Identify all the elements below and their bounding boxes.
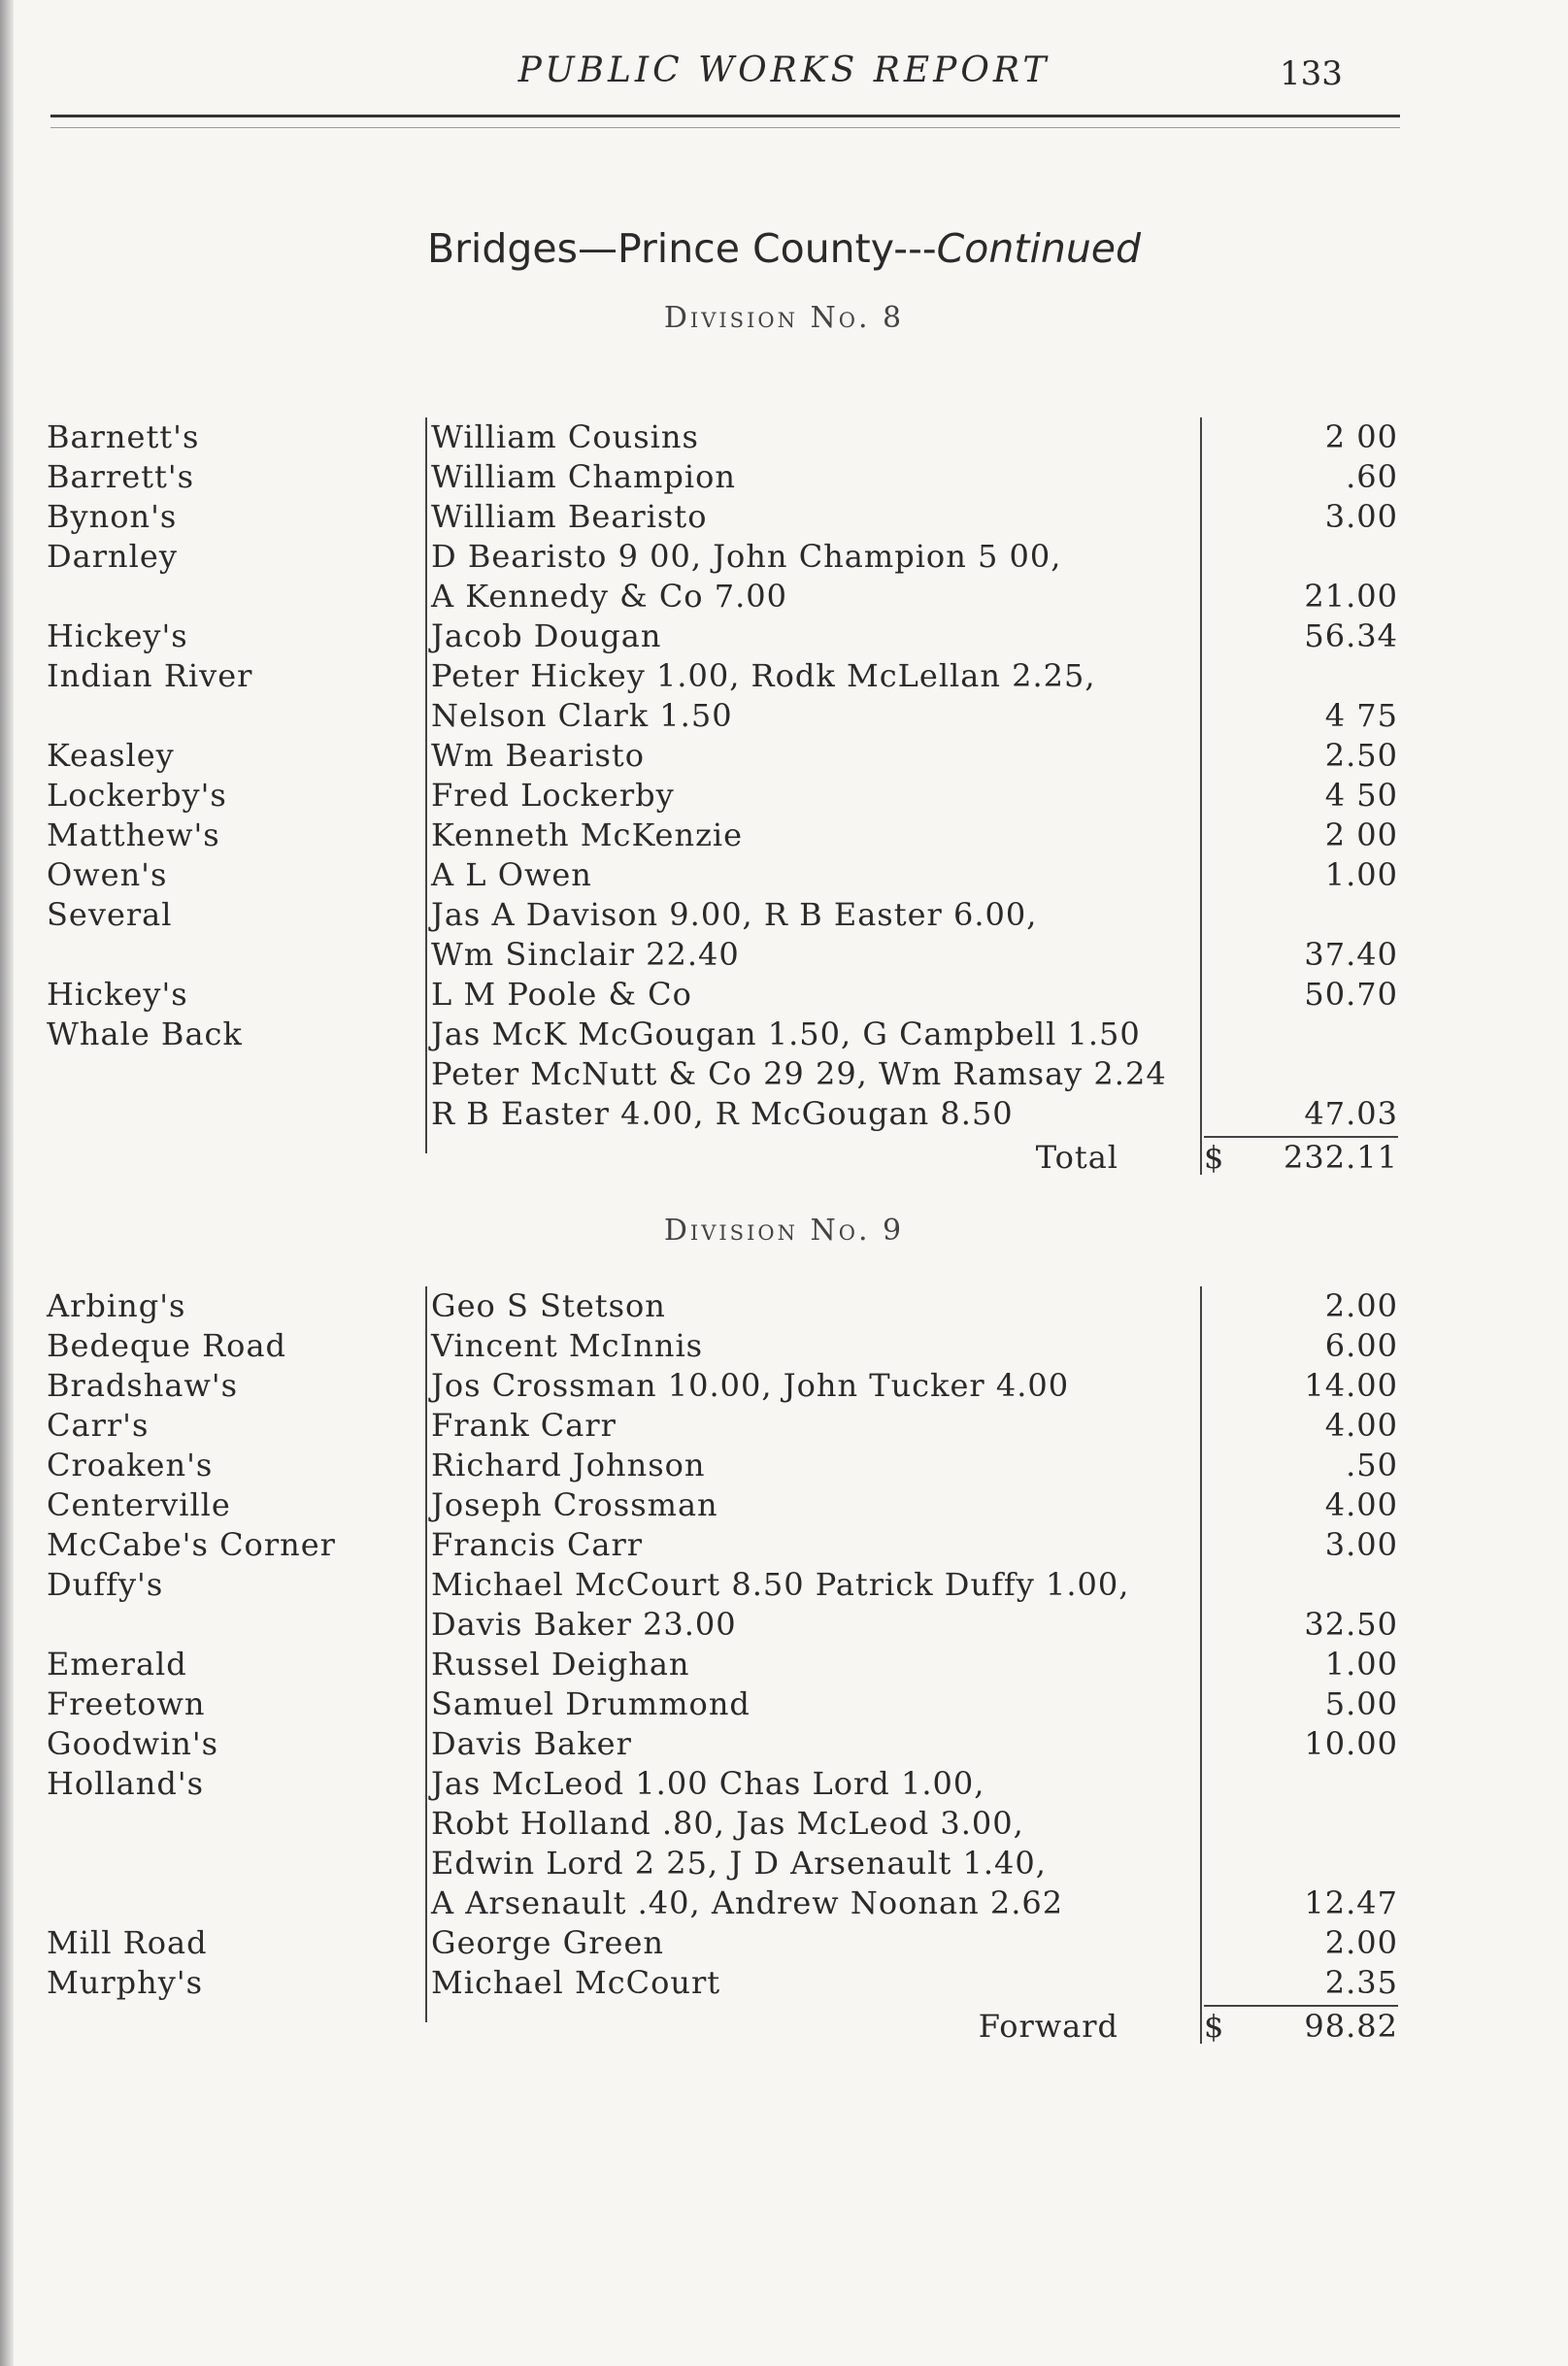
payee: Davis Baker [431,1725,632,1762]
bridge-name: Croaken's [47,1447,214,1483]
amount: .50 [1346,1447,1398,1483]
table-row [0,1804,1568,1844]
table-row [0,1565,1568,1605]
table-row [0,656,1568,696]
table-row [0,1883,1568,1923]
payee: Geo S Stetson [431,1287,666,1324]
bridge-name: Darnley [47,538,178,575]
bridge-name: Arbing's [47,1287,186,1324]
bridge-name: Mill Road [47,1924,208,1961]
column-rule-left [425,1286,427,2022]
payee: Robt Holland .80, Jas McLeod 3.00, [431,1805,1024,1842]
bridge-name: Several [47,896,173,933]
division-9-heading: Division No. 9 [663,1214,905,1248]
amount: 5.00 [1324,1685,1398,1722]
table-row [0,1963,1568,2003]
amount: 4.00 [1324,1486,1398,1523]
payee: Richard Johnson [431,1447,706,1483]
table-row [0,1094,1568,1134]
table-row [0,895,1568,935]
amount: 47.03 [1304,1095,1398,1132]
table-row [0,1406,1568,1446]
payee: Russel Deighan [431,1646,690,1683]
table-row [0,935,1568,975]
payee: A Arsenault .40, Andrew Noonan 2.62 [431,1884,1064,1921]
total-row [0,1138,1568,1178]
payee: William Champion [431,458,736,495]
table-row [0,1286,1568,1326]
table-row [0,736,1568,776]
payee: A Kennedy & Co 7.00 [431,578,787,615]
table-row [0,417,1568,457]
payee: A L Owen [431,856,592,893]
amount: 56.34 [1304,617,1398,654]
payee: Jacob Dougan [431,617,662,654]
payee: Edwin Lord 2 25, J D Arsenault 1.40, [431,1845,1047,1882]
table-row [0,776,1568,816]
table-row [0,616,1568,656]
section-heading [0,225,1568,272]
table-row [0,1923,1568,1963]
bridge-name: Emerald [47,1646,187,1683]
amount: 2.00 [1324,1287,1398,1324]
table-row [0,1525,1568,1565]
amount: 4 75 [1324,697,1398,734]
table-row [0,1684,1568,1724]
amount: 12.47 [1304,1884,1398,1921]
amount: 2.50 [1324,737,1398,774]
bridge-name: McCabe's Corner [47,1526,336,1563]
payee: Frank Carr [431,1407,617,1444]
payee: Francis Carr [431,1526,644,1563]
payee: Michael McCourt [431,1964,721,2001]
division-8-heading: Division No. 8 [663,301,905,335]
bridge-name: Barnett's [47,418,200,455]
column-rule-right [1200,1286,1202,2044]
bridge-name: Bedeque Road [47,1327,286,1364]
bridge-name: Barrett's [47,458,195,495]
table-row [0,1844,1568,1883]
total-label: Forward [978,2008,1118,2045]
total-amount: 232.11 [1284,1139,1398,1176]
payee: Jas A Davison 9.00, R B Easter 6.00, [431,896,1038,933]
payee: George Green [431,1924,664,1961]
payee: Nelson Clark 1.50 [431,697,733,734]
section-heading-continued: Continued [936,225,1142,272]
bridge-name: Keasley [47,737,175,774]
amount: 10.00 [1304,1725,1398,1762]
total-label: Total [1035,1139,1118,1176]
bridge-name: Bynon's [47,498,178,535]
total-row [0,2007,1568,2047]
amount: 37.40 [1304,936,1398,973]
table-row [0,1446,1568,1485]
payee: R B Easter 4.00, R McGougan 8.50 [431,1095,1014,1132]
table-row [0,1764,1568,1804]
running-title: PUBLIC WORKS REPORT [517,50,1051,90]
table-row [0,975,1568,1015]
table-row [0,457,1568,497]
table-row [0,1366,1568,1406]
payee: Jas McK McGougan 1.50, G Campbell 1.50 [431,1016,1141,1052]
payee: Kenneth McKenzie [431,816,744,853]
bridge-name: Centerville [47,1486,231,1523]
payee: Davis Baker 23.00 [431,1606,737,1643]
payee: Joseph Crossman [431,1486,718,1523]
payee: Peter Hickey 1.00, Rodk McLellan 2.25, [431,657,1096,694]
table-row [0,1054,1568,1094]
payee: Vincent McInnis [431,1327,704,1364]
bridge-name: Hickey's [47,617,188,654]
payee: Jas McLeod 1.00 Chas Lord 1.00, [431,1765,985,1802]
bridge-name: Carr's [47,1407,150,1444]
payee: Jos Crossman 10.00, John Tucker 4.00 [431,1367,1070,1404]
bridge-name: Lockerby's [47,777,227,814]
amount: 2.00 [1324,1924,1398,1961]
payee: Peter McNutt & Co 29 29, Wm Ramsay 2.24 [431,1055,1167,1092]
table-row [0,1605,1568,1645]
bridge-name: Freetown [47,1685,206,1722]
amount: 6.00 [1324,1327,1398,1364]
amount: 2 00 [1324,816,1398,853]
table-row [0,1485,1568,1525]
table-row [0,816,1568,855]
payee: Wm Sinclair 22.40 [431,936,740,973]
amount: 1.00 [1324,1646,1398,1683]
running-head [0,45,1568,103]
table-row [0,497,1568,537]
payee: Wm Bearisto [431,737,646,774]
bridge-name: Indian River [47,657,253,694]
column-rule-left [425,417,427,1153]
table-row [0,577,1568,616]
currency-sign: $ [1204,1139,1224,1176]
payee: Michael McCourt 8.50 Patrick Duffy 1.00, [431,1566,1130,1603]
table-row [0,1724,1568,1764]
amount: 50.70 [1304,976,1398,1013]
bridge-name: Whale Back [47,1016,243,1052]
bridge-name: Murphy's [47,1964,204,2001]
table-row [0,1015,1568,1054]
payee: William Bearisto [431,498,708,535]
amount: 1.00 [1324,856,1398,893]
payee: Samuel Drummond [431,1685,751,1722]
amount: 4 50 [1324,777,1398,814]
header-rule [50,115,1400,117]
amount: 3.00 [1324,1526,1398,1563]
page-number: 133 [1280,54,1343,93]
amount: 3.00 [1324,498,1398,535]
amount: 14.00 [1304,1367,1398,1404]
bridge-name: Bradshaw's [47,1367,239,1404]
bridge-name: Owen's [47,856,168,893]
column-rule-right [1200,417,1202,1175]
bridge-name: Goodwin's [47,1725,219,1762]
amount: 2 00 [1324,418,1398,455]
payee: Fred Lockerby [431,777,675,814]
amount: 21.00 [1304,578,1398,615]
section-heading-main: Bridges—Prince County--- [426,225,937,272]
table-row [0,696,1568,736]
bridge-name: Matthew's [47,816,220,853]
header-rule-thin [50,127,1400,128]
bridge-name: Hickey's [47,976,188,1013]
bridge-name: Holland's [47,1765,205,1802]
currency-sign: $ [1204,2008,1224,2045]
bridge-name: Duffy's [47,1566,164,1603]
amount: 2.35 [1324,1964,1398,2001]
table-row [0,1645,1568,1684]
table-row [0,1326,1568,1366]
payee: L M Poole & Co [431,976,692,1013]
payee: William Cousins [431,418,699,455]
amount: 32.50 [1304,1606,1398,1643]
total-amount: 98.82 [1304,2008,1398,2045]
payee: D Bearisto 9 00, John Champion 5 00, [431,538,1062,575]
amount: 4.00 [1324,1407,1398,1444]
amount: .60 [1346,458,1398,495]
table-row [0,855,1568,895]
table-row [0,537,1568,577]
